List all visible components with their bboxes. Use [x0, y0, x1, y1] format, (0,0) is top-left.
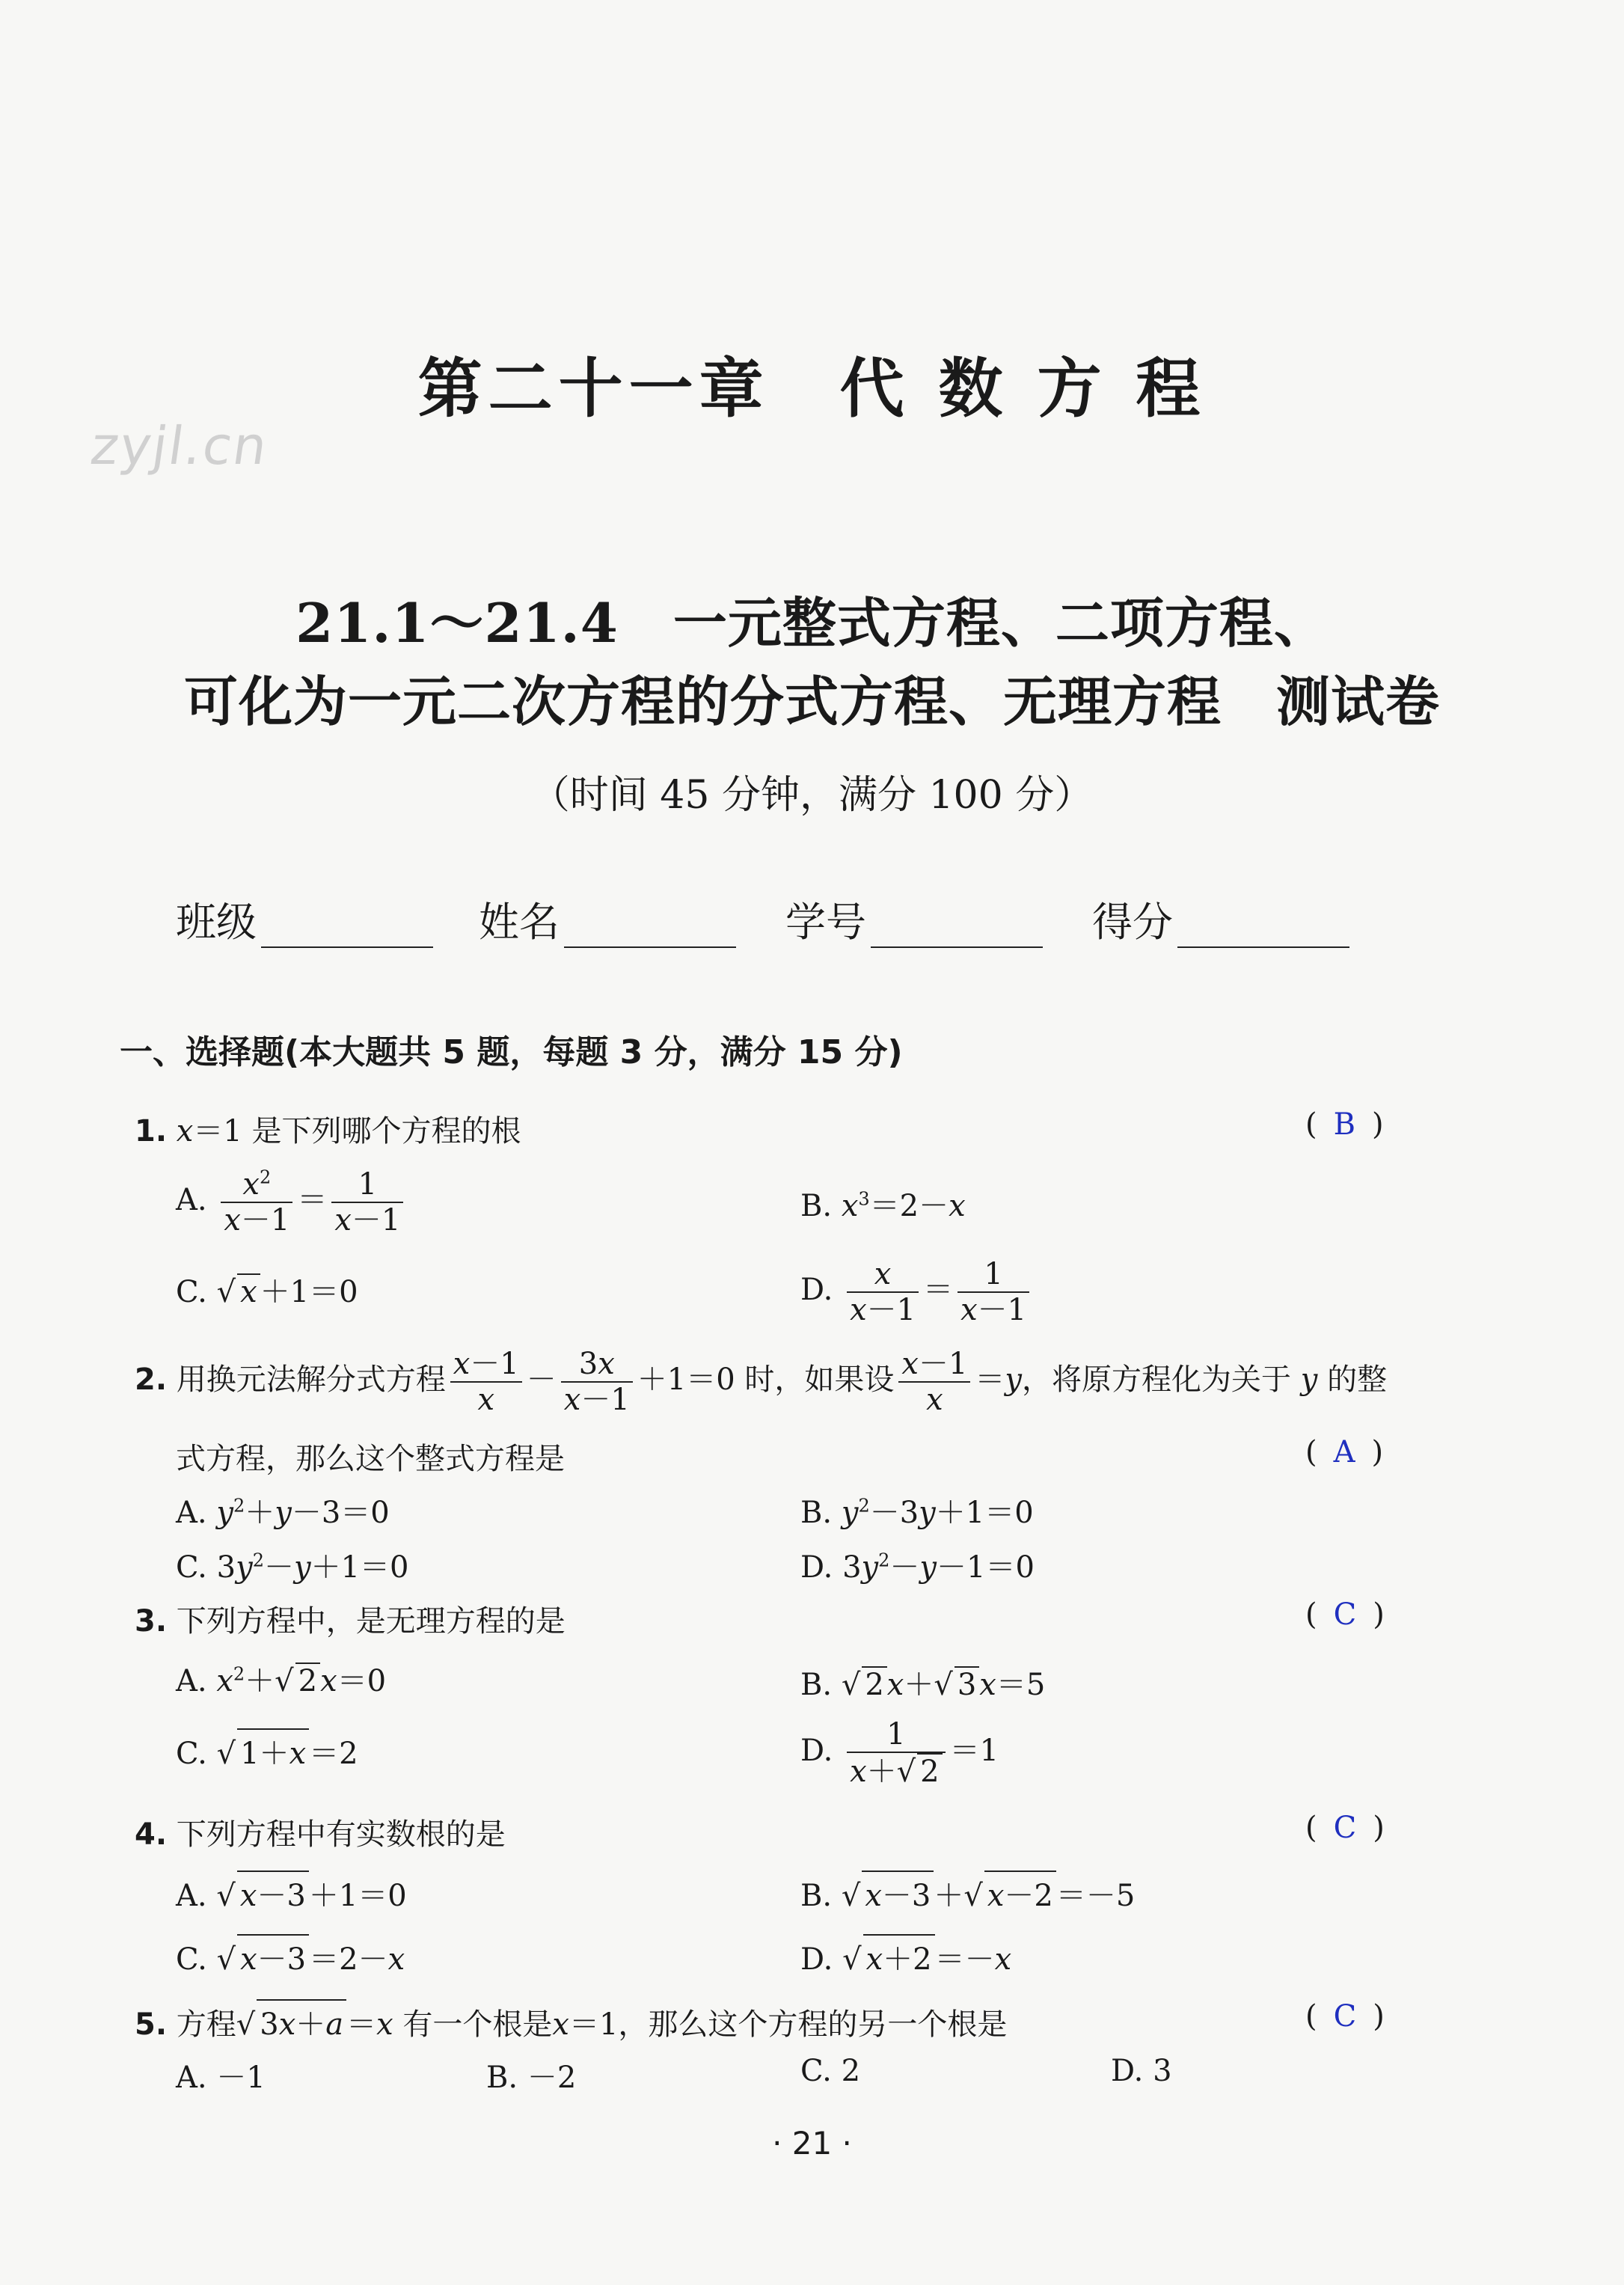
test-title-line1: 21.1～21.4 一元整式方程、二项方程、	[295, 591, 1329, 655]
answer-letter: C	[1333, 1999, 1357, 2034]
score-blank[interactable]	[1177, 903, 1349, 948]
chapter-title: 第二十一章 代 数 方 程	[417, 352, 1207, 426]
number-blank[interactable]	[871, 903, 1043, 948]
q5-option-c: C. 2	[800, 2054, 861, 2088]
question-number: 1.	[135, 1114, 168, 1148]
name-blank[interactable]	[564, 903, 736, 948]
answer-letter: B	[1333, 1107, 1356, 1142]
answer-letter: C	[1333, 1811, 1357, 1845]
question-1: 1. x＝1 是下列哪个方程的根	[135, 1114, 521, 1148]
answer-letter: C	[1333, 1597, 1357, 1632]
q1-option-b: B. $x^3=2-x$	[800, 1188, 966, 1223]
q3-option-c: C. √ 1＋x ＝2	[176, 1728, 358, 1772]
q1-option-d: D. $\frac{x}{x-1}$ ＝ $\frac{1}{x-1}$	[800, 1257, 1034, 1327]
question-4: 4. 下列方程中有实数根的是	[135, 1817, 506, 1852]
section-heading: 一、选择题(本大题共 5 题，每题 3 分，满分 15 分)	[120, 1033, 903, 1071]
question-2-line2: 式方程，那么这个整式方程是	[176, 1442, 565, 1476]
q4-option-c: C. √ x－3 ＝2－x	[176, 1934, 405, 1978]
q2-option-b: B. $y^2-3y+1=0$	[800, 1495, 1034, 1530]
answer-letter: A	[1333, 1435, 1355, 1469]
number-label: 学号	[785, 899, 866, 946]
q4-option-b: B. √ x－3 ＋√ x－2 ＝－5	[800, 1870, 1135, 1915]
class-label: 班级	[176, 899, 257, 946]
q2-option-d: D. $3y^2-y-1=0$	[800, 1550, 1035, 1585]
score-field	[1092, 890, 1349, 948]
name-field	[479, 890, 736, 948]
q2-option-a: A. $y^2+y-3=0$	[176, 1495, 390, 1530]
watermark: zyjl.cn	[87, 415, 272, 477]
question-3: 3. 下列方程中，是无理方程的是	[135, 1604, 566, 1639]
test-subtitle: （时间 45 分钟，满分 100 分）	[530, 773, 1094, 818]
q4-option-d: D. √ x＋2 ＝－x	[800, 1934, 1011, 1978]
class-field	[176, 890, 433, 948]
question-2: 2. 用换元法解分式方程 $\frac{x-1}{x}$ － $\frac{3x}{x-1}$ ＋1＝0 时，如果设 $\frac{x-1}{x}$ ＝y，将原方程化为关于 y 的整	[135, 1347, 1388, 1417]
q5-option-d: D. 3	[1111, 2054, 1172, 2088]
q5-option-a: A. －1	[176, 2061, 266, 2095]
answer-4: ( C )	[1305, 1811, 1385, 1845]
q1-option-a: A. $\frac{x^2}{x-1}$ ＝ $\frac{1}{x-1}$	[176, 1167, 408, 1238]
question-5: 5. 方程√ 3x＋a ＝x 有一个根是x＝1，那么这个方程的另一个根是	[135, 1999, 1007, 2043]
answer-3: ( C )	[1305, 1597, 1385, 1632]
answer-1: ( B )	[1305, 1107, 1384, 1142]
q3-option-a: A. $x^2+√$ 2 x＝0	[176, 1663, 387, 1698]
q3-option-d: D. $\frac{1}{x+√ 2}$ ＝1	[800, 1717, 999, 1789]
answer-5: ( C )	[1305, 1999, 1385, 2034]
q1-option-c: C. √ x ＋1＝0	[176, 1275, 358, 1309]
question-stem: 是下列哪个方程的根	[251, 1114, 521, 1148]
name-label: 姓名	[479, 899, 560, 946]
score-label: 得分	[1092, 899, 1173, 946]
number-field	[785, 890, 1043, 948]
q5-option-b: B. －2	[486, 2061, 577, 2095]
answer-2: ( A )	[1305, 1435, 1384, 1469]
q3-option-b: B. √ 2 x＋√ 3 x＝5	[800, 1668, 1046, 1702]
page-number: · 21 ·	[772, 2125, 852, 2162]
q2-option-c: C. $3y^2-y+1=0$	[176, 1550, 409, 1585]
q4-option-a: A. √ x－3 ＋1＝0	[176, 1870, 407, 1915]
class-blank[interactable]	[261, 903, 433, 948]
test-title-line2: 可化为一元二次方程的分式方程、无理方程 测试卷	[183, 670, 1440, 733]
